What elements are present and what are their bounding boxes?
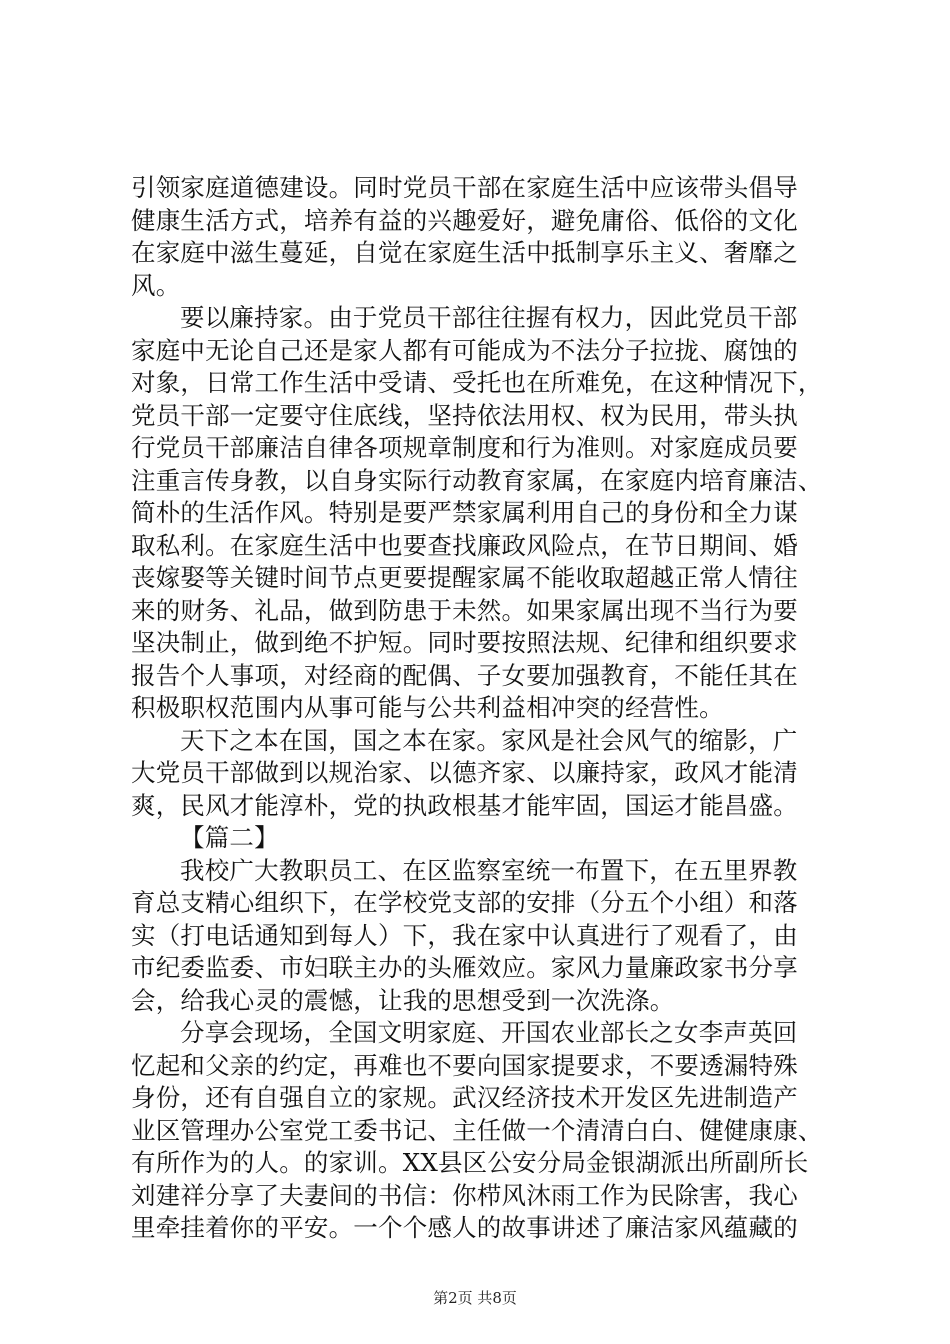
text-line: 我校广大教职员工、在区监察室统一布置下，在五里界教 [180,855,798,885]
text-line: 党员干部一定要守住底线，坚持依法用权、权为民用，带头执 [131,400,798,430]
text-line: 报告个人事项，对经商的配偶、子女要加强教育，不能任其在 [131,660,798,690]
text-line: 在家庭中滋生蔓延，自觉在家庭生活中抵制享乐主义、奢靡之 [131,238,798,267]
text-line: 大党员干部做到以规治家、以德齐家、以廉持家，政风才能清 [131,758,798,787]
text-line: 忆起和父亲的约定，再难也不要向国家提要求，不要透漏特殊 [131,1050,798,1080]
text-line: 对象，日常工作生活中受请、受托也在所难免，在这种情况下， [131,368,823,397]
text-line: 健康生活方式，培养有益的兴趣爱好，避免庸俗、低俗的文化 [131,205,798,235]
text-line: 【篇二】 [180,823,279,852]
text-line: 业区管理办公室党工委书记、主任做一个清清白白、健健康康、 [131,1115,823,1145]
text-line: 取私利。在家庭生活中也要查找廉政风险点，在节日期间、婚 [131,530,798,560]
text-line: 里牵挂着你的平安。一个个感人的故事讲述了廉洁家风蕴藏的 [131,1213,798,1242]
text-line: 身份，还有自强自立的家规。武汉经济技术开发区先进制造产 [131,1083,798,1112]
text-line: 简朴的生活作风。特别是要严禁家属利用自己的身份和全力谋 [131,498,798,527]
text-line: 丧嫁娶等关键时间节点更要提醒家属不能收取超越正常人情往 [131,563,798,592]
text-line: 坚决制止，做到绝不护短。同时要按照法规、纪律和组织要求 [131,628,798,657]
text-line: 会，给我心灵的震憾，让我的思想受到一次洗涤。 [131,985,675,1015]
text-line: 要以廉持家。由于党员干部往往握有权力，因此党员干部 [180,303,798,332]
document-body [131,172,831,1245]
text-line: 来的财务、礼品，做到防患于未然。如果家属出现不当行为要 [131,595,798,625]
text-line: 天下之本在国，国之本在家。家风是社会风气的缩影，广 [180,725,798,755]
text-line: 实（打电话通知到每人）下，我在家中认真进行了观看了，由 [131,920,798,950]
page-footer: 第2页 共8页 [433,1289,517,1307]
text-line: 有所作为的人。的家训。XX县区公安分局金银湖派出所副所长 [131,1148,809,1177]
text-line: 刘建祥分享了夫妻间的书信：你栉风沐雨工作为民除害，我心 [131,1180,798,1210]
text-line: 风。 [131,270,181,300]
text-line: 引领家庭道德建设。同时党员干部在家庭生活中应该带头倡导 [131,173,798,202]
text-line: 积极职权范围内从事可能与公共利益相冲突的经营性。 [131,693,724,722]
text-line: 市纪委监委、市妇联主办的头雁效应。家风力量廉政家书分享 [131,953,798,982]
text-line: 育总支精心组织下，在学校党支部的安排（分五个小组）和落 [131,888,798,917]
text-line: 家庭中无论自己还是家人都有可能成为不法分子拉拢、腐蚀的 [131,335,798,365]
text-line: 爽，民风才能淳朴，党的执政根基才能牢固，国运才能昌盛。 [131,790,798,820]
text-line: 行党员干部廉洁自律各项规章制度和行为准则。对家庭成员要 [131,433,798,462]
text-line: 分享会现场，全国文明家庭、开国农业部长之女李声英回 [180,1018,798,1047]
text-line: 注重言传身教，以自身实际行动教育家属，在家庭内培育廉洁、 [131,465,823,495]
